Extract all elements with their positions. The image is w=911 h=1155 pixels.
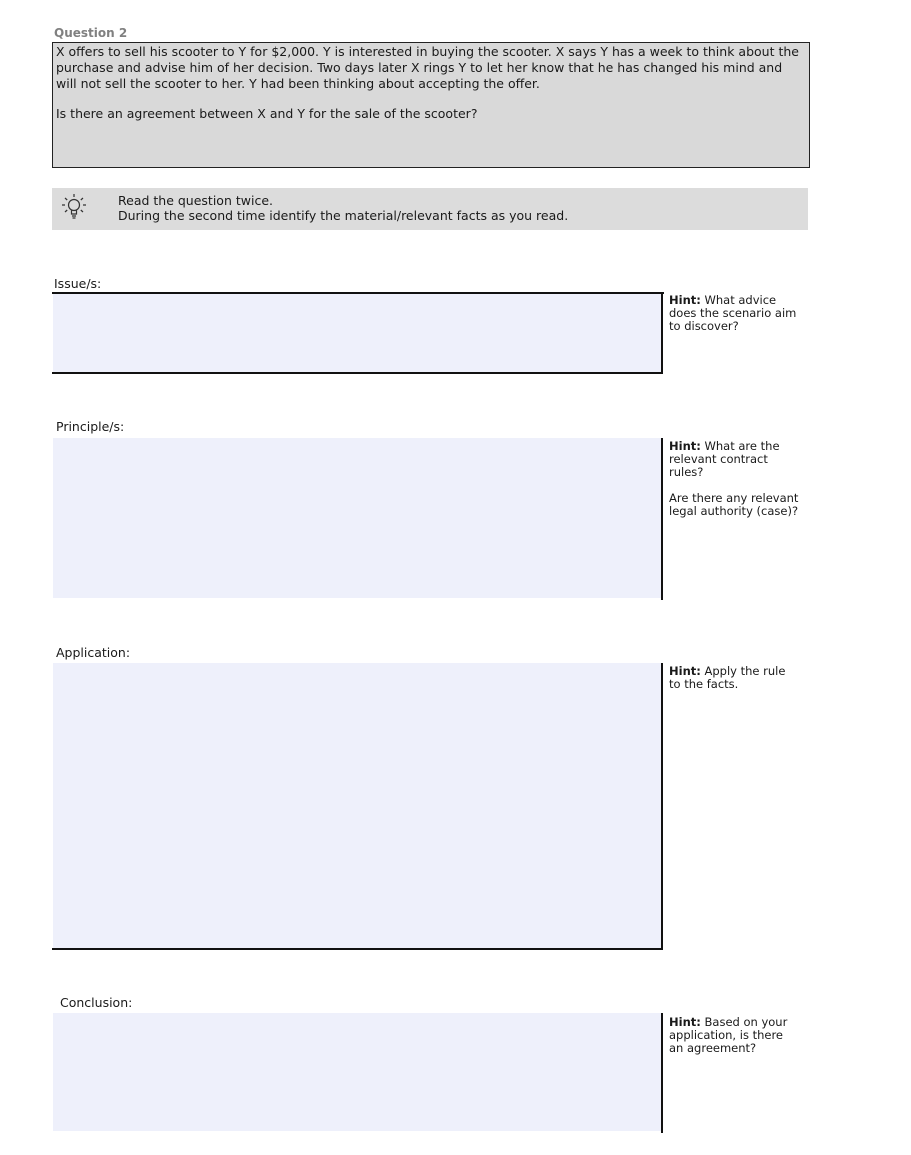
issues-hint-label: Hint: bbox=[669, 293, 701, 307]
application-bottom-rule bbox=[52, 948, 663, 950]
conclusion-label: Conclusion: bbox=[60, 995, 133, 1010]
application-hint-label: Hint: bbox=[669, 664, 701, 678]
conclusion-hint bbox=[669, 1016, 799, 1055]
application-label: Application: bbox=[56, 645, 131, 660]
conclusion-hint-label: Hint: bbox=[669, 1015, 701, 1029]
application-hint bbox=[669, 665, 799, 691]
question-box bbox=[52, 42, 810, 168]
application-hint-text: Apply the rule to the facts. bbox=[669, 664, 786, 691]
principles-hint-label: Hint: bbox=[669, 439, 701, 453]
tip-text bbox=[118, 193, 568, 223]
application-right-rule bbox=[661, 663, 663, 950]
lightbulb-icon bbox=[60, 192, 88, 224]
question-title: Question 2 bbox=[54, 26, 128, 40]
principles-hint-text: What are the relevant contract rules? bbox=[669, 439, 780, 479]
principles-hint bbox=[669, 440, 799, 518]
conclusion-input[interactable] bbox=[53, 1013, 661, 1131]
issues-bottom-rule bbox=[52, 372, 663, 374]
conclusion-hint-text: Based on your application, is there an agreement? bbox=[669, 1015, 788, 1055]
tip-line-1: Read the question twice. bbox=[118, 193, 273, 208]
question-prompt: Is there an agreement between X and Y for the sale of the scooter? bbox=[56, 106, 478, 121]
issues-hint bbox=[669, 294, 799, 333]
issues-right-rule bbox=[661, 292, 663, 374]
issues-input[interactable] bbox=[53, 294, 662, 372]
tip-bar bbox=[52, 188, 808, 230]
principles-hint-text-2: Are there any relevant legal authority (case)? bbox=[669, 491, 799, 518]
issues-hint-text: What advice does the scenario aim to discover? bbox=[669, 293, 797, 333]
issues-label: Issue/s: bbox=[54, 276, 102, 291]
question-scenario: X offers to sell his scooter to Y for $2,000. Y is interested in buying the scooter. X says Y has a week to think about the purchase and advise him of her decision. Two days later X rings Y to let her know that he has changed his mind and will not sell the scooter to her. Y had been thinking about accepting the offer. bbox=[56, 44, 799, 91]
conclusion-right-rule bbox=[661, 1013, 663, 1133]
tip-line-2: During the second time identify the material/relevant facts as you read. bbox=[118, 208, 569, 223]
principles-input[interactable] bbox=[53, 438, 661, 598]
application-input[interactable] bbox=[53, 663, 661, 948]
principles-label: Principle/s: bbox=[56, 419, 125, 434]
principles-right-rule bbox=[661, 438, 663, 600]
